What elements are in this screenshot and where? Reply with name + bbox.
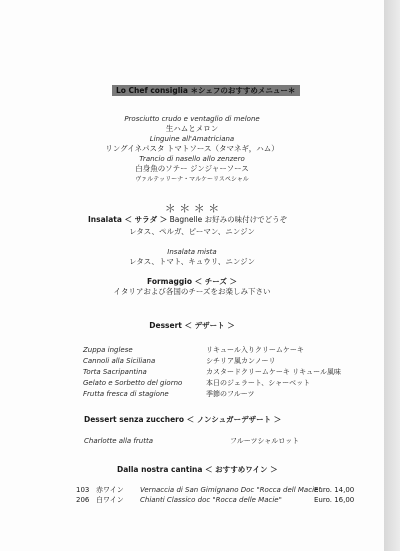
insalata-mista-desc: レタス、トマト、キュウリ、ニンジン: [129, 257, 255, 266]
insalata-note: Bagnelle お好みの味付けでどうぞ: [169, 215, 288, 224]
cantina-heading: Dalla nostra cantina ＜ おすすめワイン ＞: [117, 465, 278, 474]
dessert-it-5: Frutta fresca di stagione: [83, 390, 169, 398]
senza-item-jp: フルーツシャルロット: [230, 437, 300, 445]
dessert-it-1: Zuppa inglese: [83, 346, 133, 354]
dessert-jp-4: 本日のジェラート、シャーベット: [206, 379, 311, 387]
dessert-jp-2: シチリア風カンノーリ: [206, 357, 276, 365]
wine-num-2: 206: [76, 496, 90, 504]
dessert-jp-3: カスタードクリームケーキ リキュール風味: [206, 368, 341, 376]
dessert-it-3: Torta Sacripantina: [83, 368, 147, 376]
wine-num-1: 103: [76, 486, 90, 494]
wine-price-2: Euro. 16,00: [314, 496, 355, 504]
chef-item-jp-4: ヴァルテッリーナ・マルケーリスペシャル: [135, 176, 249, 183]
chef-item-jp-2: リングイネパスタ トマトソース（タマネギ，ハム）: [105, 144, 279, 153]
wine-jp-2: 白ワイン: [96, 496, 124, 504]
wine-jp-1: 赤ワイン: [96, 486, 124, 494]
dessert-jp-1: リキュール入りクリームケーキ: [206, 346, 304, 354]
chef-item-it-1: Prosciutto crudo e ventaglio di melone: [124, 115, 260, 123]
senza-heading: Dessert senza zucchero ＜ ノンシュガーデザート ＞: [84, 415, 282, 424]
senza-item-it: Charlotte alla frutta: [84, 437, 153, 445]
wine-name-1: Vernaccia di San Gimignano Doc "Rocca dell Macie": [140, 486, 322, 494]
chef-item-it-2: Linguine all'Amatriciana: [149, 135, 235, 143]
chef-item-jp-1: 生ハムとメロン: [165, 124, 219, 133]
wine-name-2: Chianti Classico doc "Rocca delle Macie": [140, 496, 282, 504]
insalata-line: レタス、ペルガ、ピーマン、ニンジン: [129, 227, 255, 236]
dessert-it-4: Gelato e Sorbetto del giorno: [83, 379, 183, 387]
dessert-it-2: Cannoli alla Siciliana: [83, 357, 156, 365]
dessert-jp-5: 季節のフルーツ: [206, 390, 255, 398]
chef-recommends-header: Lo Chef consiglia ＊シェフのおすすめメニュー＊: [112, 85, 300, 96]
separator-stars: ＊ ＊ ＊ ＊: [164, 202, 220, 215]
formaggio-desc: イタリアおよび各国のチーズをお楽しみ下さい: [113, 287, 271, 296]
formaggio-heading: Formaggio ＜ チーズ ＞: [147, 277, 237, 286]
insalata-heading: Insalata ＜ サラダ ＞: [88, 215, 168, 224]
chef-item-jp-3: 白身魚のソテー ジンジャーソース: [135, 164, 249, 173]
dessert-heading: Dessert ＜ デザート ＞: [149, 321, 235, 330]
wine-price-1: Euro. 14,00: [314, 486, 355, 494]
chef-item-it-3: Trancio di nasello allo zenzero: [139, 155, 245, 163]
page-edge: [384, 0, 400, 551]
insalata-heading-line: [88, 215, 287, 225]
insalata-mista-label: Insalata mista: [167, 248, 217, 256]
